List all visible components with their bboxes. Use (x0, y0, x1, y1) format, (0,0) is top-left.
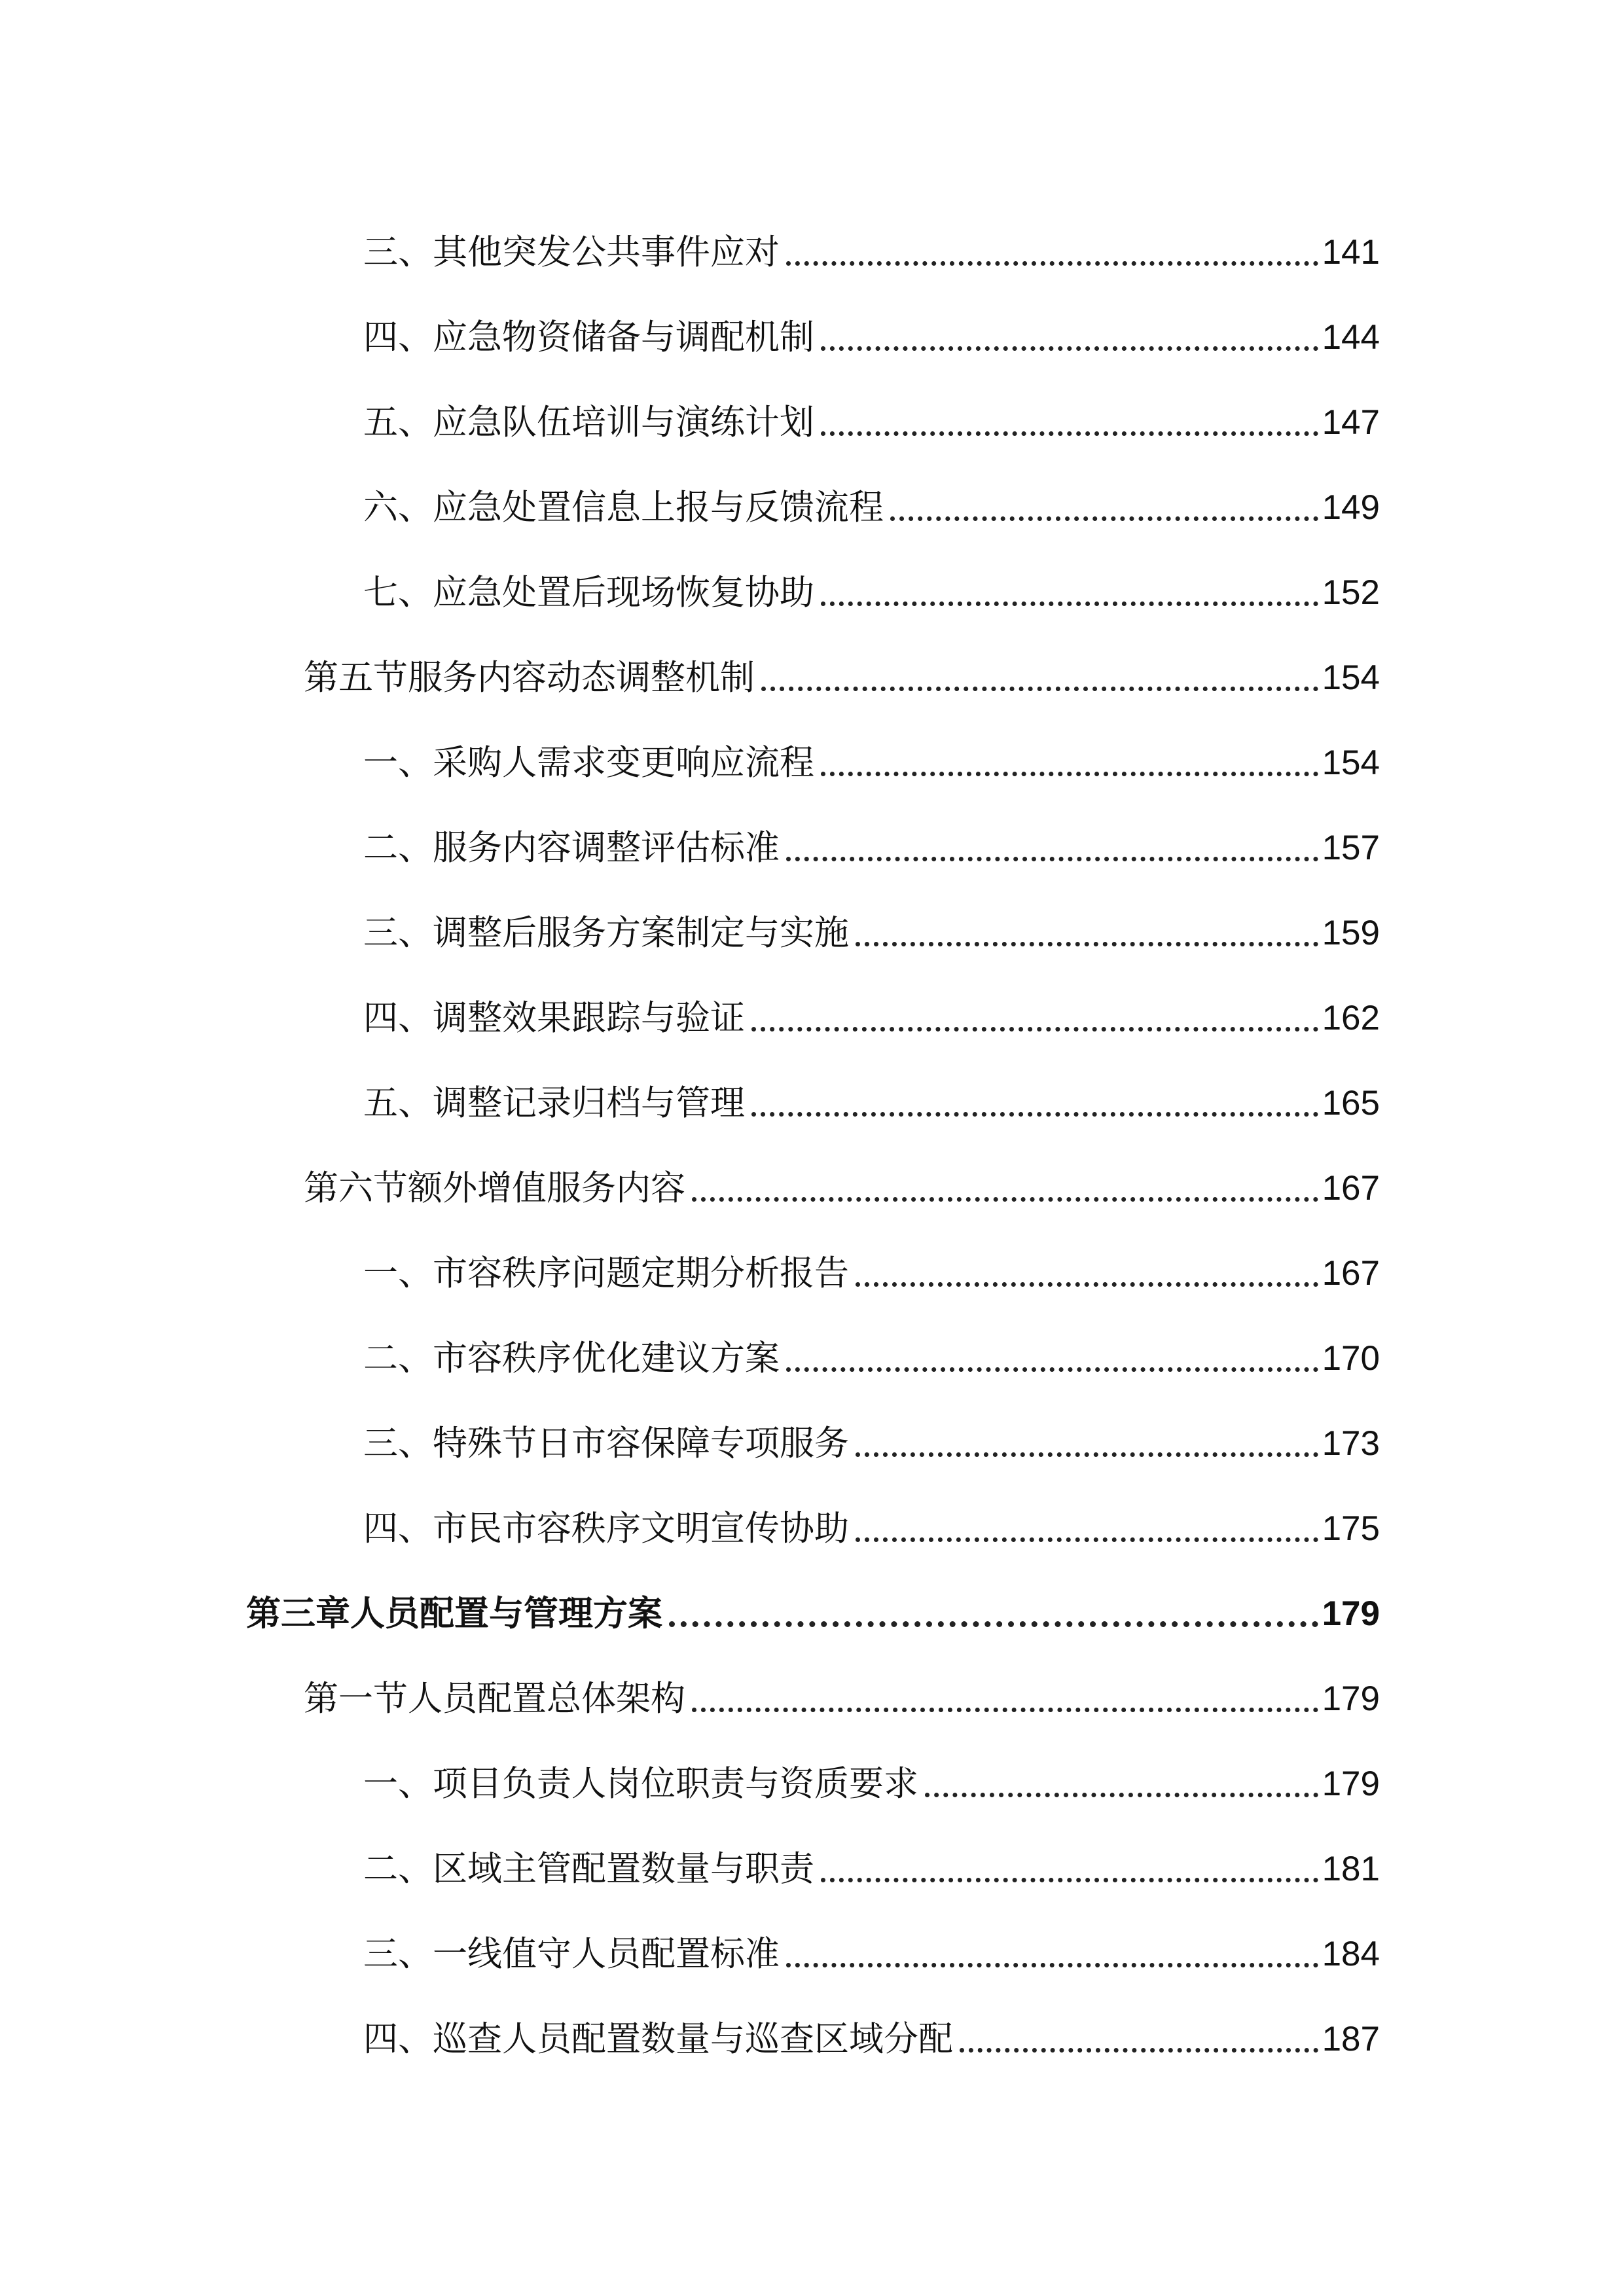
toc-entry-title: 二、区域主管配置数量与职责 (363, 1849, 814, 1889)
toc-entry-title: 一、项目负责人岗位职责与资质要求 (363, 1764, 918, 1804)
toc-entry-page: 179 (1322, 1679, 1380, 1718)
toc-entry-section[interactable] (0, 1140, 1624, 1225)
toc-dot-leader (890, 516, 1318, 521)
toc-entry-page: 179 (1322, 1594, 1380, 1633)
toc-dot-leader (856, 942, 1318, 946)
toc-entry-title: 第六节额外增值服务内容 (304, 1168, 685, 1208)
toc-entry-page: 147 (1322, 403, 1380, 442)
toc-entry-title: 三、调整后服务方案制定与实施 (363, 913, 849, 953)
toc-entry-title: 一、采购人需求变更响应流程 (363, 743, 814, 783)
toc-dot-leader (786, 1367, 1318, 1372)
toc-entry-page: 181 (1322, 1850, 1380, 1888)
toc-entry-page: 157 (1322, 829, 1380, 867)
toc-entry-title: 第五节服务内容动态调整机制 (304, 658, 755, 698)
toc-entry-page: 167 (1322, 1254, 1380, 1293)
toc-entry-page: 184 (1322, 1935, 1380, 1973)
toc-dot-leader (692, 1197, 1318, 1202)
toc-entry-title: 三、其他突发公共事件应对 (363, 232, 780, 272)
toc-dot-leader (821, 1878, 1318, 1882)
toc-entry-title: 一、市容秩序问题定期分析报告 (363, 1253, 849, 1293)
toc-entry-page: 167 (1322, 1169, 1380, 1208)
toc-entry-title: 三、特殊节日市容保障专项服务 (363, 1424, 849, 1463)
toc-dot-leader (692, 1708, 1318, 1712)
toc-entry-title: 二、服务内容调整评估标准 (363, 828, 780, 868)
toc-dot-leader (761, 687, 1318, 691)
toc-entry[interactable] (0, 1395, 1624, 1480)
toc-entry[interactable] (0, 1225, 1624, 1310)
toc-dot-leader (786, 261, 1318, 266)
toc-dot-leader (786, 857, 1318, 861)
toc-entry[interactable] (0, 885, 1624, 970)
toc-dot-leader (821, 431, 1318, 436)
table-of-contents (0, 204, 1624, 2076)
toc-entry[interactable] (0, 204, 1624, 289)
toc-entry-page: 187 (1322, 2020, 1380, 2058)
toc-entry[interactable] (0, 800, 1624, 885)
toc-dot-leader (751, 1027, 1318, 1031)
toc-entry[interactable] (0, 1906, 1624, 1991)
toc-entry[interactable] (0, 374, 1624, 459)
toc-dot-leader (856, 1452, 1318, 1457)
toc-dot-leader (960, 2048, 1318, 2053)
toc-entry-title: 二、市容秩序优化建议方案 (363, 1338, 780, 1378)
toc-entry[interactable] (0, 1310, 1624, 1395)
toc-dot-leader (751, 1112, 1318, 1117)
toc-entry[interactable] (0, 715, 1624, 800)
toc-entry-section[interactable] (0, 630, 1624, 715)
toc-entry-title: 四、应急物资储备与调配机制 (363, 317, 814, 357)
toc-entry-title: 第三章人员配置与管理方案 (246, 1594, 662, 1634)
toc-entry-title: 四、巡查人员配置数量与巡查区域分配 (363, 2019, 953, 2059)
toc-entry-page: 162 (1322, 999, 1380, 1037)
toc-entry-title: 七、应急处置后现场恢复协助 (363, 573, 814, 613)
toc-entry[interactable] (0, 1821, 1624, 1906)
toc-entry-title: 第一节人员配置总体架构 (304, 1679, 685, 1719)
toc-entry-section[interactable] (0, 1651, 1624, 1736)
toc-entry-page: 173 (1322, 1424, 1380, 1463)
toc-entry-title: 四、市民市容秩序文明宣传协助 (363, 1509, 849, 1549)
toc-entry[interactable] (0, 289, 1624, 374)
toc-entry-page: 152 (1322, 573, 1380, 612)
toc-entry[interactable] (0, 545, 1624, 630)
toc-entry[interactable] (0, 970, 1624, 1055)
toc-entry-title: 三、一线值守人员配置标准 (363, 1934, 780, 1974)
toc-dot-leader (856, 1282, 1318, 1287)
toc-entry[interactable] (0, 1991, 1624, 2076)
toc-entry-page: 170 (1322, 1339, 1380, 1378)
toc-entry-page: 154 (1322, 744, 1380, 782)
toc-dot-leader (786, 1963, 1318, 1967)
toc-entry[interactable] (0, 1480, 1624, 1566)
toc-dot-leader (856, 1537, 1318, 1542)
toc-entry-page: 144 (1322, 318, 1380, 357)
toc-entry-title: 四、调整效果跟踪与验证 (363, 998, 745, 1038)
toc-dot-leader (669, 1621, 1318, 1627)
toc-entry-page: 175 (1322, 1509, 1380, 1548)
toc-entry-page: 159 (1322, 914, 1380, 952)
toc-entry-page: 141 (1322, 233, 1380, 272)
toc-dot-leader (821, 346, 1318, 351)
toc-entry-title: 六、应急处置信息上报与反馈流程 (363, 488, 884, 528)
toc-entry-chapter[interactable] (0, 1566, 1624, 1651)
toc-entry-page: 149 (1322, 488, 1380, 527)
toc-entry-title: 五、调整记录归档与管理 (363, 1083, 745, 1123)
toc-entry-page: 179 (1322, 1765, 1380, 1803)
toc-entry-page: 165 (1322, 1084, 1380, 1122)
toc-entry[interactable] (0, 1736, 1624, 1821)
toc-dot-leader (821, 772, 1318, 776)
toc-entry-title: 五、应急队伍培训与演练计划 (363, 403, 814, 442)
toc-dot-leader (925, 1793, 1318, 1797)
toc-dot-leader (821, 601, 1318, 606)
toc-entry-page: 154 (1322, 658, 1380, 697)
toc-entry[interactable] (0, 459, 1624, 545)
toc-entry[interactable] (0, 1055, 1624, 1140)
